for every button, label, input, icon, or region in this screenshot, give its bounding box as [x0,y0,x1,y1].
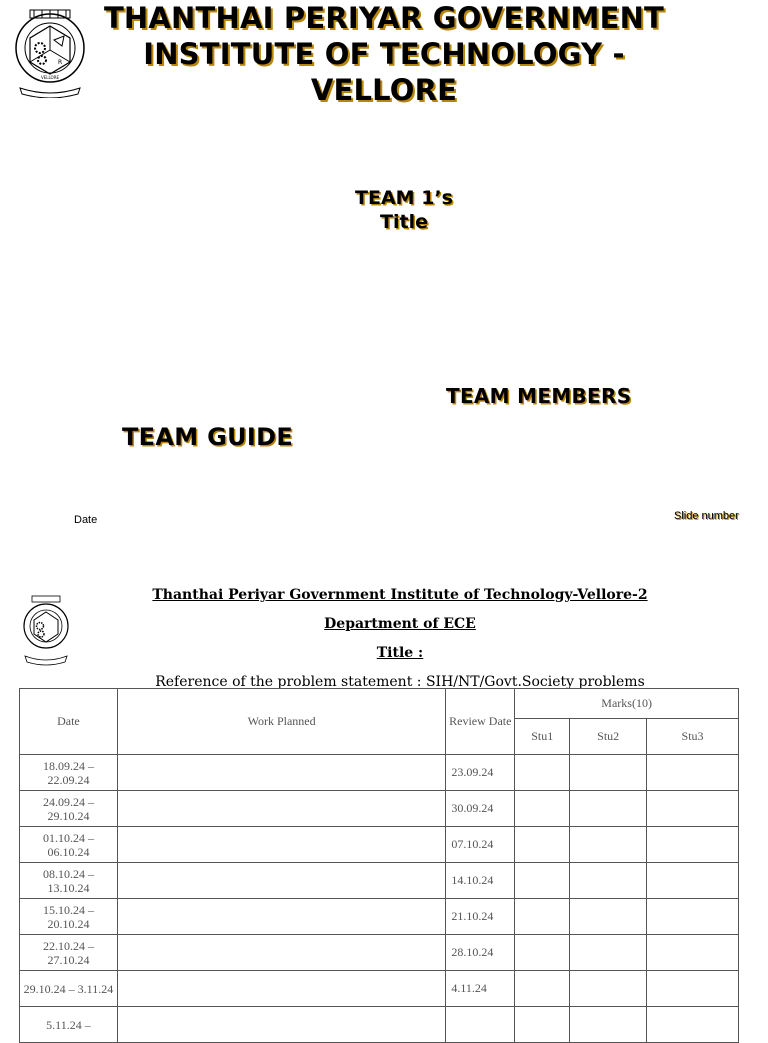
row-stu2-cell[interactable] [570,899,647,935]
row-stu1-cell[interactable] [515,935,570,971]
svg-text:R: R [58,59,63,66]
row-review-date: 14.10.24 [446,863,515,899]
row-date: 15.10.24 – 20.10.24 [20,899,118,935]
row-stu1-cell[interactable] [515,755,570,791]
row-work-cell[interactable] [117,935,445,971]
table-row [20,1007,739,1043]
row-stu2-cell[interactable] [570,935,647,971]
row-review-date: 30.09.24 [446,791,515,827]
row-stu3-cell[interactable] [647,863,739,899]
row-stu1-cell[interactable] [515,827,570,863]
row-review-date: 07.10.24 [446,827,515,863]
doc-department: Department of ECE [324,616,476,632]
team-title [304,186,504,234]
row-stu3-cell[interactable] [647,791,739,827]
row-date: 5.11.24 – [20,1007,118,1043]
table-row [20,863,739,899]
row-stu3-cell[interactable] [647,935,739,971]
header-stu3: Stu3 [647,719,739,755]
row-review-date [446,1007,515,1043]
header-marks: Marks(10) [515,689,739,719]
header-stu2: Stu2 [570,719,647,755]
row-work-cell[interactable] [117,863,445,899]
table-row [20,971,739,1007]
team-title-line1: TEAM 1’s [355,187,453,209]
row-stu2-cell[interactable] [570,827,647,863]
row-stu3-cell[interactable] [647,899,739,935]
institute-title: THANTHAI PERIYAR GOVERNMENT INSTITUTE OF TECHNOLOGY - VELLORE [103,1,665,107]
row-review-date: 4.11.24 [446,971,515,1007]
row-work-cell[interactable] [117,971,445,1007]
row-date: 22.10.24 – 27.10.24 [20,935,118,971]
row-stu1-cell[interactable] [515,791,570,827]
row-review-date: 23.09.24 [446,755,515,791]
row-review-date: 21.10.24 [446,899,515,935]
doc-reference: Reference of the problem statement : SIH/NT/Govt.Society problems [155,674,645,690]
row-stu2-cell[interactable] [570,863,647,899]
row-review-date: 28.10.24 [446,935,515,971]
table-row [20,755,739,791]
team-guide-heading: TEAM GUIDE [122,423,294,451]
row-date: 01.10.24 – 06.10.24 [20,827,118,863]
row-work-cell[interactable] [117,755,445,791]
row-work-cell[interactable] [117,827,445,863]
row-stu1-cell[interactable] [515,863,570,899]
department-logo [20,592,72,668]
row-date: 08.10.24 – 13.10.24 [20,863,118,899]
team-members-heading: TEAM MEMBERS [446,384,632,408]
slide-number-placeholder: Slide number [674,510,739,522]
review-table [19,688,739,1043]
row-stu3-cell[interactable] [647,755,739,791]
institute-logo [12,6,88,98]
row-stu3-cell[interactable] [647,1007,739,1043]
row-stu2-cell[interactable] [570,971,647,1007]
row-stu2-cell[interactable] [570,755,647,791]
table-row [20,935,739,971]
row-date: 18.09.24 – 22.09.24 [20,755,118,791]
row-work-cell[interactable] [117,1007,445,1043]
header-review-date: Review Date [446,689,515,755]
team-title-line2: Title [380,211,428,233]
row-stu3-cell[interactable] [647,971,739,1007]
doc-institute-name: Thanthai Periyar Government Institute of Technology-Vellore-2 [152,587,648,603]
row-work-cell[interactable] [117,791,445,827]
row-date: 29.10.24 – 3.11.24 [20,971,118,1007]
date-placeholder: Date [74,514,98,526]
row-stu3-cell[interactable] [647,827,739,863]
doc-title-label: Title : [376,645,424,661]
table-row [20,899,739,935]
row-date: 24.09.24 – 29.10.24 [20,791,118,827]
row-stu1-cell[interactable] [515,1007,570,1043]
row-work-cell[interactable] [117,899,445,935]
svg-text:VELLORE: VELLORE [40,75,60,80]
table-row [20,827,739,863]
row-stu1-cell[interactable] [515,971,570,1007]
header-work-planned: Work Planned [117,689,445,755]
header-date: Date [20,689,118,755]
header-stu1: Stu1 [515,719,570,755]
row-stu2-cell[interactable] [570,791,647,827]
row-stu2-cell[interactable] [570,1007,647,1043]
row-stu1-cell[interactable] [515,899,570,935]
table-row [20,791,739,827]
